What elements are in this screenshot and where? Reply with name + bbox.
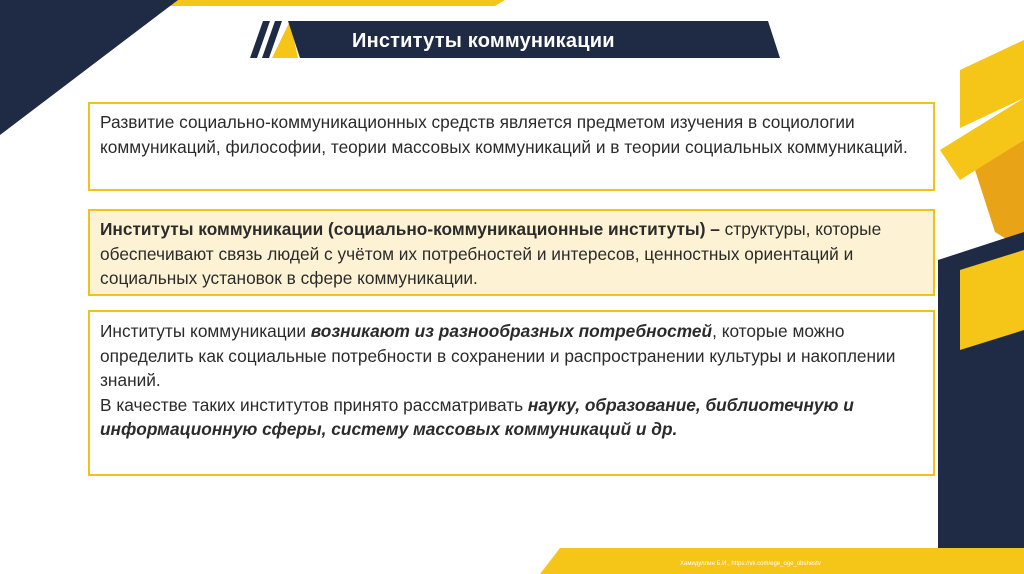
p2-emphasis: науку, образование, библиотечную и информационную сферы, систему массовых коммуникаций и др. [100,394,854,439]
page-title: Институты коммуникации [352,30,615,52]
card-3-paragraph-1 [100,319,923,393]
definition-term: Институты коммуникации (социально-коммуникационные институты) – [100,219,720,239]
p1-start: Институты коммуникации [100,321,311,341]
p2-start: В качестве таких институтов принято рассматривать [100,394,528,415]
card-3-paragraph-2 [100,393,923,442]
p1-end: , которые можно определить как социальные потребности в сохранении и распространении культуры и накоплении знаний. [100,321,896,390]
p1-emphasis: возникают из разнообразных потребностей [310,321,713,341]
card-1-text: Развитие социально-коммуникационных средств является предметом изучения в социологии коммуникаций, философии, теории массовых коммуникаций и в теории социальных коммуникаций. [100,112,908,157]
info-card-3 [88,310,935,476]
info-card-1 [88,102,935,191]
definition-card [88,209,935,296]
definition-text: структуры, которые обеспечивают связь людей с учётом их потребностей и интересов, ценностных ориентаций и социальных установок в сфере коммуникации. [100,219,882,288]
footer-credit: Хамидуллин Б.И., https://vk.com/ege_oge_obshestv [680,561,821,567]
